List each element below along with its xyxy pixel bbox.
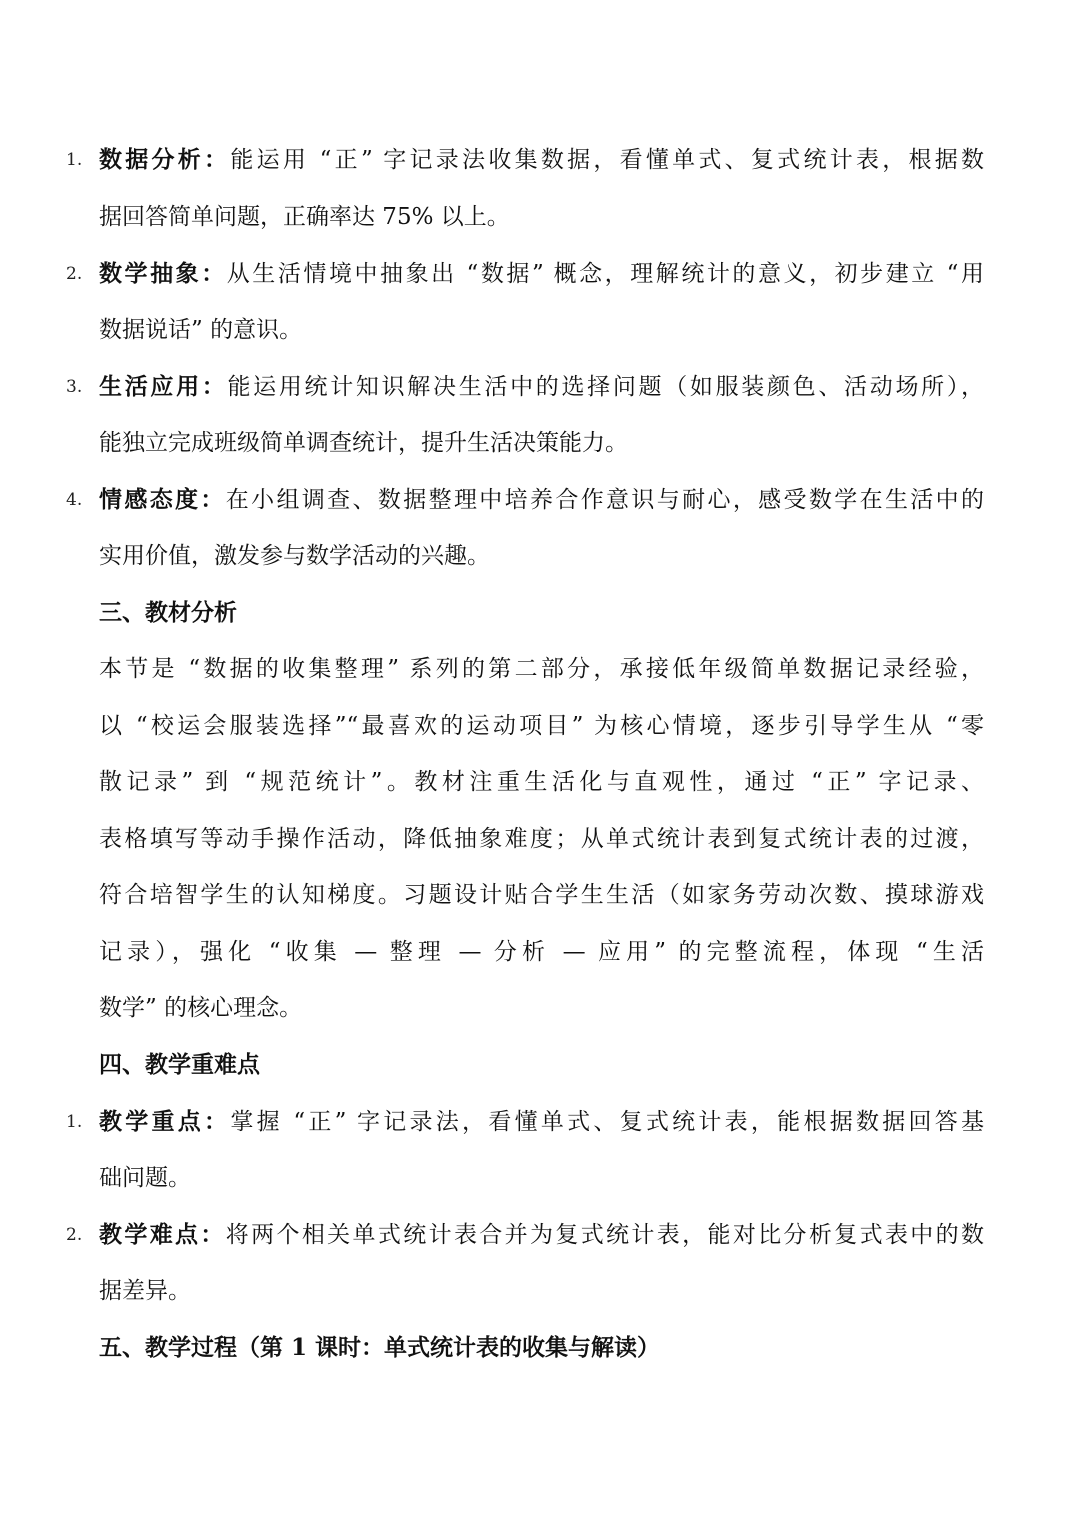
item-label: 生活应用： — [99, 373, 228, 400]
item-text: 掌握 “正” 字记录法，看懂单式、复式统计表，能根据数据回答基 — [230, 1109, 985, 1135]
paragraph-line: 以 “校运会服装选择”“最喜欢的运动项目” 为核心情境，逐步引导学生从 “零 — [99, 713, 984, 739]
list-number: 3. — [66, 377, 83, 397]
paragraph-line: 记录），强化 “收集 — 整理 — 分析 — 应用” 的完整流程，体现 “生活 — [99, 939, 984, 965]
paragraph-line — [99, 258, 984, 290]
paragraph-line — [99, 371, 984, 403]
paragraph-line: 数据说话” 的意识。 — [99, 317, 303, 343]
item-label: 数学抽象： — [99, 260, 227, 287]
paragraph-line — [99, 1106, 984, 1138]
paragraph-line: 数学” 的核心理念。 — [99, 995, 303, 1021]
paragraph-line: 础问题。 — [99, 1165, 191, 1191]
item-label: 数据分析： — [99, 146, 231, 173]
paragraph-line — [99, 1219, 984, 1251]
item-text: 从生活情境中抽象出 “数据” 概念，理解统计的意义，初步建立 “用 — [226, 261, 984, 287]
paragraph-line: 本节是 “数据的收集整理” 系列的第二部分，承接低年级简单数据记录经验， — [99, 656, 984, 682]
item-label: 教学难点： — [99, 1221, 226, 1248]
item-text: 在小组调查、数据整理中培养合作意识与耐心，感受数学在生活中的 — [225, 487, 985, 513]
section-heading: 四、教学重难点 — [99, 1051, 260, 1078]
paragraph-line: 表格填写等动手操作活动，降低抽象难度；从单式统计表到复式统计表的过渡， — [99, 826, 984, 852]
list-number: 1. — [66, 150, 83, 170]
item-text: 能运用 “正” 字记录法收集数据，看懂单式、复式统计表，根据数 — [230, 147, 985, 173]
paragraph-line: 能独立完成班级简单调查统计，提升生活决策能力。 — [99, 430, 628, 456]
list-number: 4. — [66, 490, 83, 510]
paragraph-line: 符合培智学生的认知梯度。习题设计贴合学生生活（如家务劳动次数、摸球游戏 — [99, 882, 984, 908]
paragraph-line: 实用价值，激发参与数学活动的兴趣。 — [99, 543, 490, 569]
section-heading: 三、教材分析 — [99, 599, 237, 626]
section-heading: 五、教学过程（第 1 课时：单式统计表的收集与解读） — [99, 1334, 661, 1361]
paragraph-line — [99, 144, 984, 176]
list-number: 1. — [66, 1112, 83, 1132]
list-number: 2. — [66, 1225, 83, 1245]
paragraph-line: 散记录” 到 “规范统计”。教材注重生活化与直观性，通过 “正” 字记录、 — [99, 769, 984, 795]
paragraph-line: 据回答简单问题，正确率达 75% 以上。 — [99, 204, 510, 230]
paragraph-line — [99, 484, 984, 516]
item-label: 教学重点： — [99, 1108, 231, 1135]
item-text: 能运用统计知识解决生活中的选择问题（如服装颜色、活动场所）， — [227, 374, 985, 400]
item-text: 将两个相关单式统计表合并为复式统计表，能对比分析复式表中的数 — [225, 1222, 985, 1248]
list-number: 2. — [66, 264, 83, 284]
paragraph-line: 据差异。 — [99, 1278, 191, 1304]
item-label: 情感态度： — [99, 486, 226, 513]
